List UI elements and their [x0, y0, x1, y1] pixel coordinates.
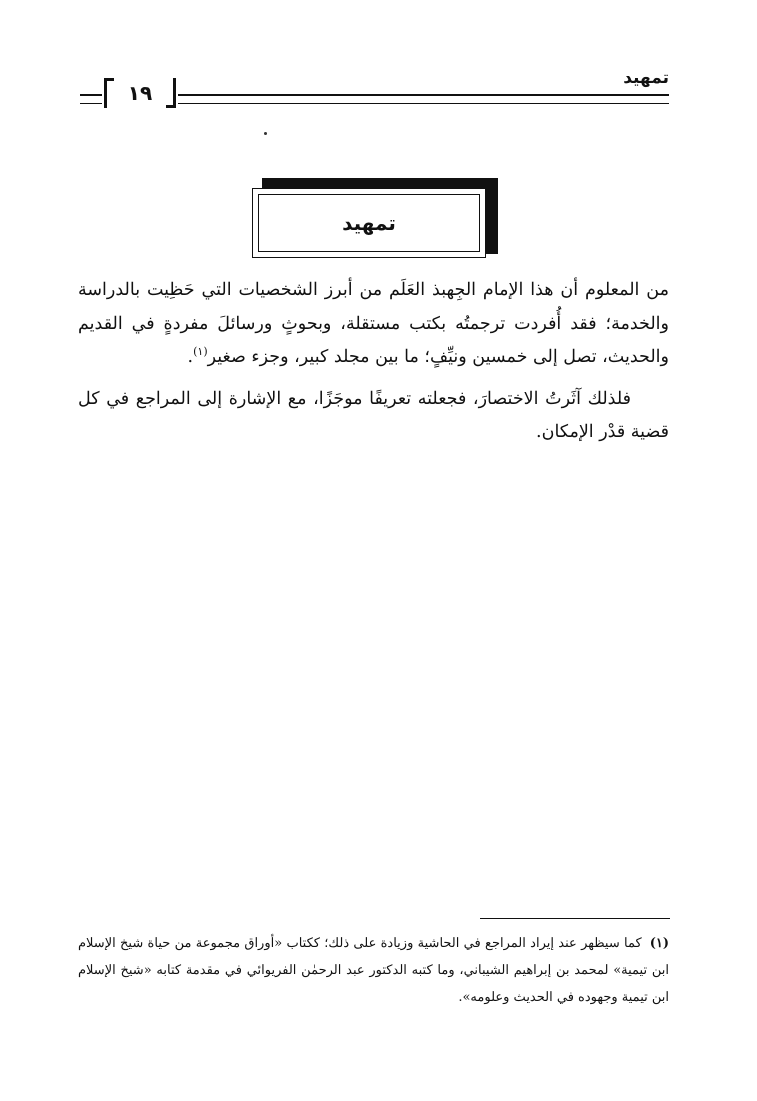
page-number: ١٩ [127, 81, 153, 105]
footnote-reference[interactable]: (١) [193, 345, 208, 359]
footnote-text: كما سيظهر عند إيراد المراجع في الحاشية وزيادة على ذلك؛ ككتاب «أوراق مجموعة من حياة شيخ الإسلام ابن تيمية» لمحمد بن إبراهيم الشيباني، وما كتبه الدكتور عبد الرحمٰن الفريوائي في مقدمة كتابه «شيخ الإسلام ابن تيمية وجهوده في الحديث وعلومه». [78, 936, 669, 1005]
section-title: تمهيد [342, 211, 396, 235]
header-rule-left [80, 94, 102, 104]
section-title-box [252, 188, 486, 258]
stray-dot [264, 132, 267, 135]
paragraph-1 [78, 274, 669, 375]
body-text [78, 274, 669, 458]
footnote-marker: (١) [649, 936, 669, 951]
footnote-separator [480, 918, 670, 919]
section-title-inner-frame [258, 194, 480, 252]
paragraph-2: فلذلك آثَرتُ الاختصارَ، فجعلته تعريفًا موجَزًا، مع الإشارة إلى المراجع في كل قضية قدْر الإمكان. [78, 388, 669, 442]
paragraph-1-end: . [187, 347, 194, 367]
page-number-frame [104, 78, 176, 108]
paragraph-1-text: من المعلوم أن هذا الإمام الجِهبذ العَلَم من أبرز الشخصيات التي حَظِيت بالدراسة والخدمة؛ فقد أُفردت ترجمتُه بكتب مستقلة، وبحوثٍ ورسائلَ مفردةٍ في القديم والحديث، تصل إلى خمسين ونيِّفٍ؛ ما بين مجلد كبير، وجزء صغير [78, 280, 669, 367]
running-head-title: تمهيد [623, 68, 669, 88]
header-rule-right [178, 94, 669, 104]
footnote [78, 930, 669, 1011]
